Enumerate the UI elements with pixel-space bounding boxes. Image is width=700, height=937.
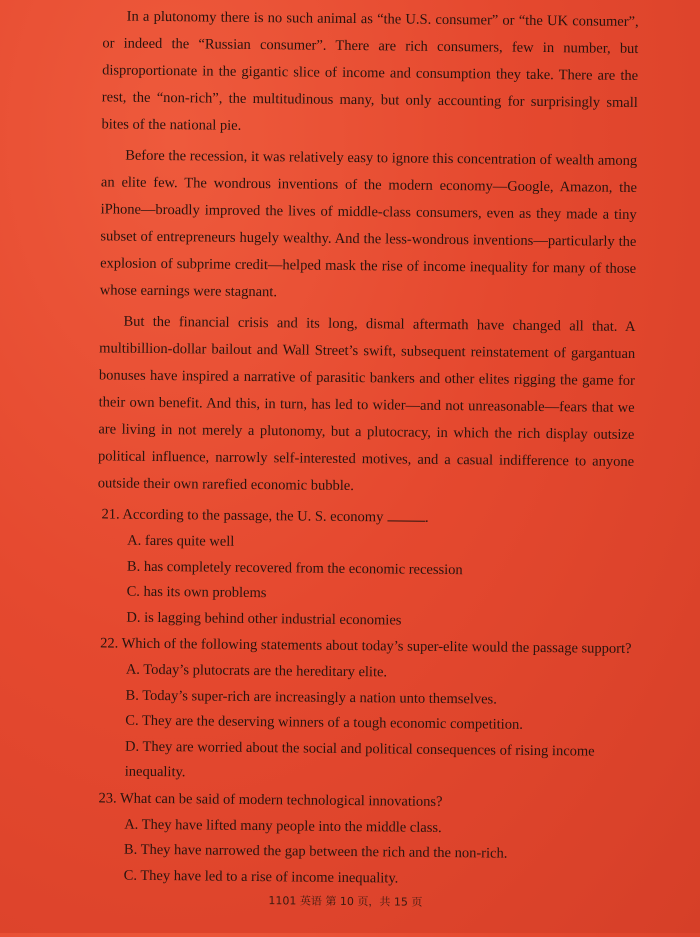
option-b: B. Today’s super-rich are increasingly a nation unto themselves. — [125, 687, 497, 708]
passage-paragraph-3: But the financial crisis and its long, dismal aftermath have changed all that. A multibillion-dollar bailout and Wall Street’s swift, subsequent reinstatement of gargantuan bonuses have inspired a narrative of parasitic bankers and other elites rigging the game for their own benefit. And this, in turn, has led to wider—and not unreasonable—fears that we are living in not merely a plutonomy, but a plutocracy, in which the rich display outsize political influence, narrowly self-interested motives, and a casual indifference to anyone outside their own rarefied economic bubble. — [97, 313, 636, 495]
question-stem: 23. What can be said of modern technological innovations? — [98, 789, 443, 810]
passage-paragraph-2: Before the recession, it was relatively easy to ignore this concentration of wealth among an elite few. The wondrous inventions of the modern economy—Google, Amazon, the iPhone—broadly improved the lives of middle-class consumers, even as they made a tiny subset of entrepreneurs hugely wealthy. And the less-wondrous inventions—particularly the explosion of subprime credit—helped mask the rise of income inequality for many of those whose earnings were stagnant. — [99, 147, 638, 301]
option-c: C. has its own problems — [126, 583, 267, 602]
question-stem-text: 21. According to the passage, the U. S. economy — [101, 506, 384, 526]
option-b: B. has completely recovered from the economic recession — [126, 558, 463, 578]
option-d: D. is lagging behind other industrial economies — [126, 609, 402, 629]
passage-paragraph-1: In a plutonomy there is no such animal as “the U.S. consumer” or “the UK consumer”, or indeed the “Russian consumer”. There are rich consumers, few in number, but disproportionate in the gigantic slice of income and consumption they take. There are the rest, the “non-rich”, the multitudinous many, but only accounting for surprisingly small bites of the national pie. — [101, 8, 639, 134]
option-b: B. They have narrowed the gap between the rich and the non-rich. — [123, 841, 508, 862]
option-a: A. They have lifted many people into the middle class. — [124, 816, 442, 836]
option-a: A. fares quite well — [127, 532, 235, 550]
answer-blank — [387, 506, 425, 521]
reading-passage — [98, 3, 639, 503]
option-list — [96, 528, 633, 636]
question-stem: 22. Which of the following statements about today’s super-elite would the passage support? — [100, 635, 632, 657]
question-21 — [96, 501, 633, 636]
option-list — [95, 657, 632, 790]
page-footer: 1101 英语 第 10 页，共 15 页 — [268, 894, 423, 909]
option-d: D. They are worried about the social and political consequences of rising income inequality. — [124, 738, 595, 781]
option-a: A. Today’s plutocrats are the hereditary elite. — [125, 661, 388, 681]
option-list — [94, 812, 631, 894]
question-stem-suffix: . — [424, 509, 429, 526]
question-22 — [95, 630, 633, 790]
option-c: C. They are the deserving winners of a tough economic competition. — [125, 712, 523, 733]
option-c: C. They have led to a rise of income inequality. — [123, 867, 399, 887]
question-23 — [94, 785, 631, 894]
